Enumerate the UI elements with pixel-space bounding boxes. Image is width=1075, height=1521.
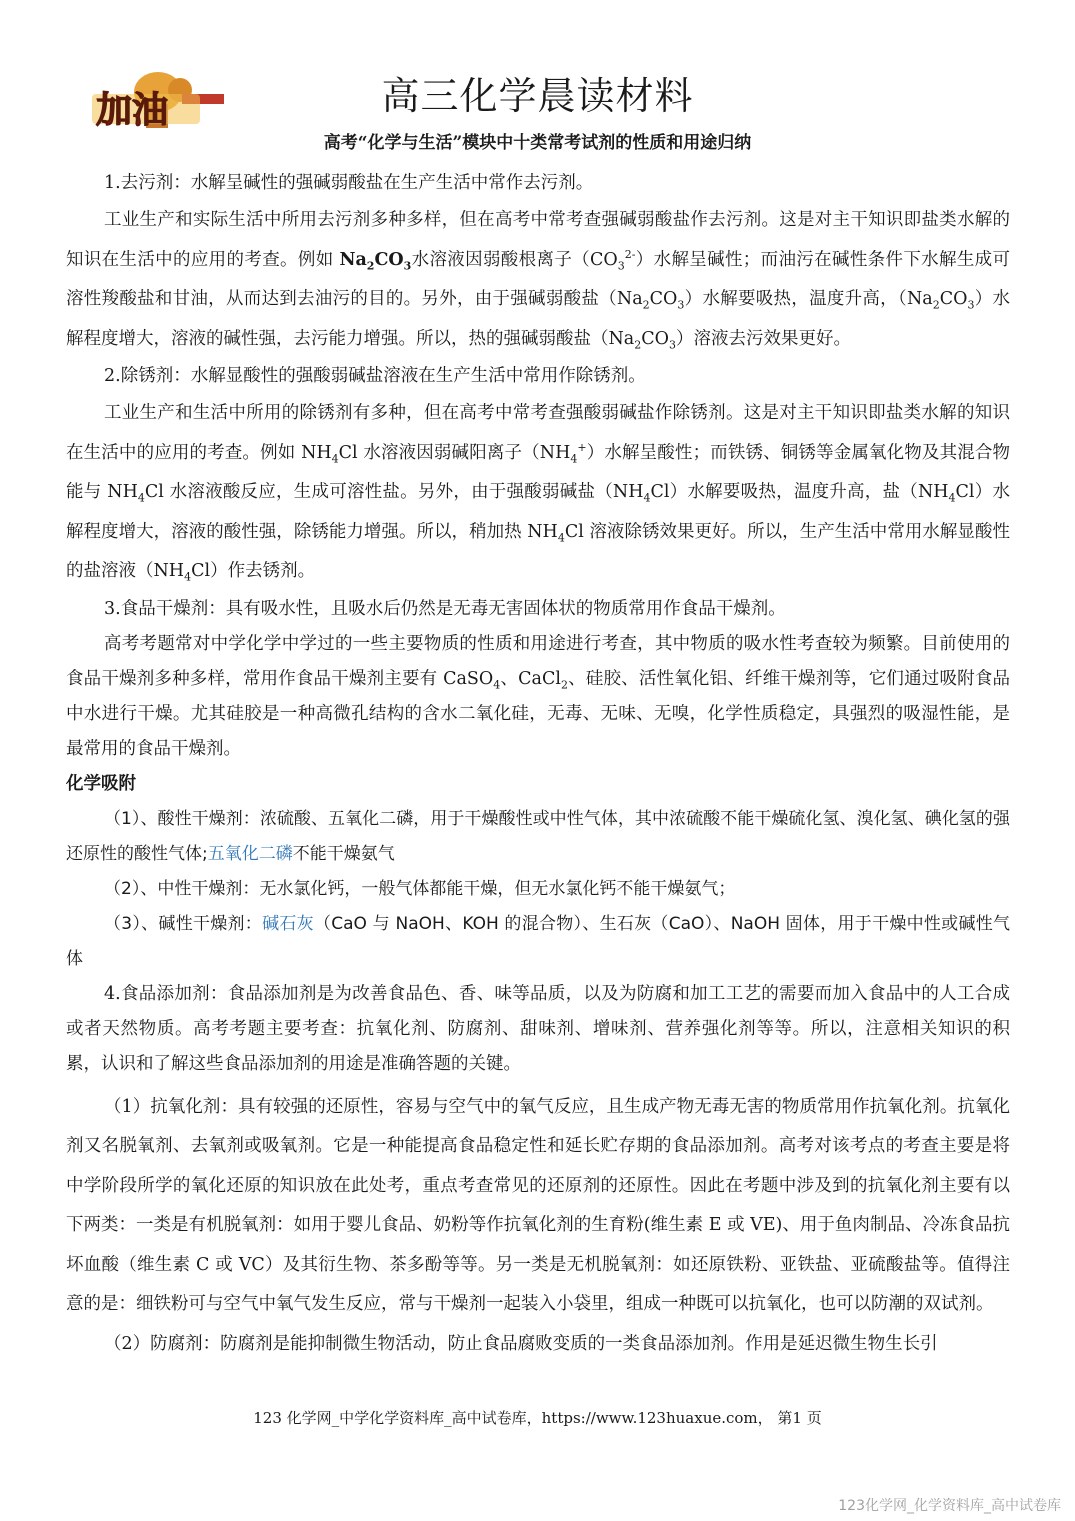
section-1-text: 工业生产和实际生活中所用去污剂多种多样，但在高考中常考查强碱弱酸盐作去污剂。这是对主干知识即盐类水解的知识在生活中的应用的考查。例如 $Na_2CO_3$水溶液因弱酸根离子$(CO_3^{2-})$水解呈碱性；而油污在碱性条件下水解生成可溶性羧酸盐和甘油，从而达到去油污的目的。另外，由于强碱弱酸盐$(Na_2CO_3)$水解要吸热，温度升高，$(Na_2CO_3)$水解程度增大，溶液的碱性强，去污能力增强。所以，热的强碱弱酸盐$(Na_2CO_3)$溶液去污效果更好。 [66, 210, 1010, 351]
svg-text:加油: 加油 [96, 90, 169, 130]
page-footer: 123 化学网_中学化学资料库_高中试卷库，https://www.123huaxue.com， 第1 页 [253, 1409, 822, 1427]
preservative-paragraph: （2）防腐剂：防腐剂是能抑制微生物活动，防止食品腐败变质的一类食品添加剂。作用是延迟微生物生长引 [104, 1333, 938, 1354]
section-4-heading: 4.食品添加剂：食品添加剂是为改善食品色、香、味等品质，以及为防腐和加工工艺的需要而加入食品中的人工合成或者天然物质。高考考题主要考查：抗氧化剂、防腐剂、甜味剂、增味剂、营养强化剂等等。所以，注意相关知识的积累，认识和了解这些食品添加剂的用途是准确答题的关键。 [66, 983, 1010, 1074]
watermark: 123化学网_化学资料库_高中试卷库 [838, 1498, 1061, 1514]
section-3-text: 高考考题常对中学化学中学过的一些主要物质的性质和用途进行考查，其中物质的吸水性考查较为频繁。目前使用的食品干燥剂多种多样，常用作食品干燥剂主要有 CaSO$_4$、CaCl$_2$、硅胶、活性氧化铝、纤维干燥剂等，它们通过吸附食品中水进行干燥。尤其硅胶是一种高微孔结构的含水二氧化硅，无毒、无味、无嗅，化学性质稳定，具强烈的吸湿性能，是最常用的食品干燥剂。 [66, 633, 1011, 759]
document-body [66, 166, 1010, 1364]
page-title: 高三化学晨读材料 [381, 74, 694, 118]
basic-desiccant-item: （3）、碱性干燥剂：碱石灰（CaO 与 NaOH、KOH 的混合物）、生石灰（CaO）、NaOH 固体，用于干燥中性或碱性气体 [66, 913, 1011, 969]
page-subtitle: 高考“化学与生活”模块中十类常考试剂的性质和用途归纳 [323, 133, 752, 153]
section-2-heading: 2.除锈剂：水解显酸性的强酸弱碱盐溶液在生产生活中常用作除锈剂。 [104, 366, 646, 386]
soda-lime-link[interactable]: 碱石灰 [262, 913, 314, 934]
section-3-heading: 3.食品干燥剂：具有吸水性，且吸水后仍然是无毒无害固体状的物质常用作食品干燥剂。 [104, 598, 786, 619]
phosphorus-pentoxide-link[interactable]: 五氧化二磷 [207, 843, 293, 864]
section-1-heading: 1.去污剂：水解呈碱性的强碱弱酸盐在生产生活中常作去污剂。 [104, 173, 594, 193]
adsorption-heading: 化学吸附 [66, 773, 136, 794]
section-2-text: 工业生产和生活中所用的除锈剂有多种，但在高考中常考查强酸弱碱盐作除锈剂。这是对主干知识即盐类水解的知识在生活中的应用的考查。例如 $NH_4Cl$ 水溶液因弱碱阳离子$(NH_4^+)$水解呈酸性；而铁锈、铜锈等金属氧化物及其混合物能与 $NH_4Cl$ 水溶液酸反应，生成可溶性盐。另外，由于强酸弱碱盐$(NH_4Cl)$水解要吸热，温度升高，盐$(NH_4Cl)$水解程度增大，溶液的酸性强，除锈能力增强。所以，稍加热 $NH_4Cl$ 溶液除锈效果更好。所以，生产生活中常用水解显酸性的盐溶液$(NH_4Cl)$作去锈剂。 [66, 403, 1010, 584]
acidic-desiccant-item: （1）、酸性干燥剂：浓硫酸、五氧化二磷，用于干燥酸性或中性气体，其中浓硫酸不能干燥硫化氢、溴化氢、碘化氢的强还原性的酸性气体;五氧化二磷不能干燥氨气 [66, 808, 1010, 864]
antioxidant-paragraph: （1）抗氧化剂：具有较强的还原性，容易与空气中的氧气反应，且生成产物无毒无害的物质常用作抗氧化剂。抗氧化剂又名脱氧剂、去氧剂或吸氧剂。它是一种能提高食品稳定性和延长贮存期的食品添加剂。高考对该考点的考查主要是将中学阶段所学的氧化还原的知识放在此处考，重点考查常见的还原剂的还原性。因此在考题中涉及到的抗氧化剂主要有以下两类：一类是有机脱氧剂：如用于婴儿食品、奶粉等作抗氧化剂的生育粉(维生素 E 或 VE)、用于鱼肉制品、冷冻食品抗坏血酸（维生素 C 或 VC）及其衍生物、茶多酚等等。另一类是无机脱氧剂：如还原铁粉、亚铁盐、亚硫酸盐等。值得注意的是：细铁粉可与空气中氧气发生反应，常与干燥剂一起装入小袋里，组成一种既可以抗氧化，也可以防潮的双试剂。 [66, 1096, 1010, 1314]
neutral-desiccant-item: （2）、中性干燥剂：无水氯化钙，一般气体都能干燥，但无水氯化钙不能干燥氨气； [104, 878, 736, 899]
